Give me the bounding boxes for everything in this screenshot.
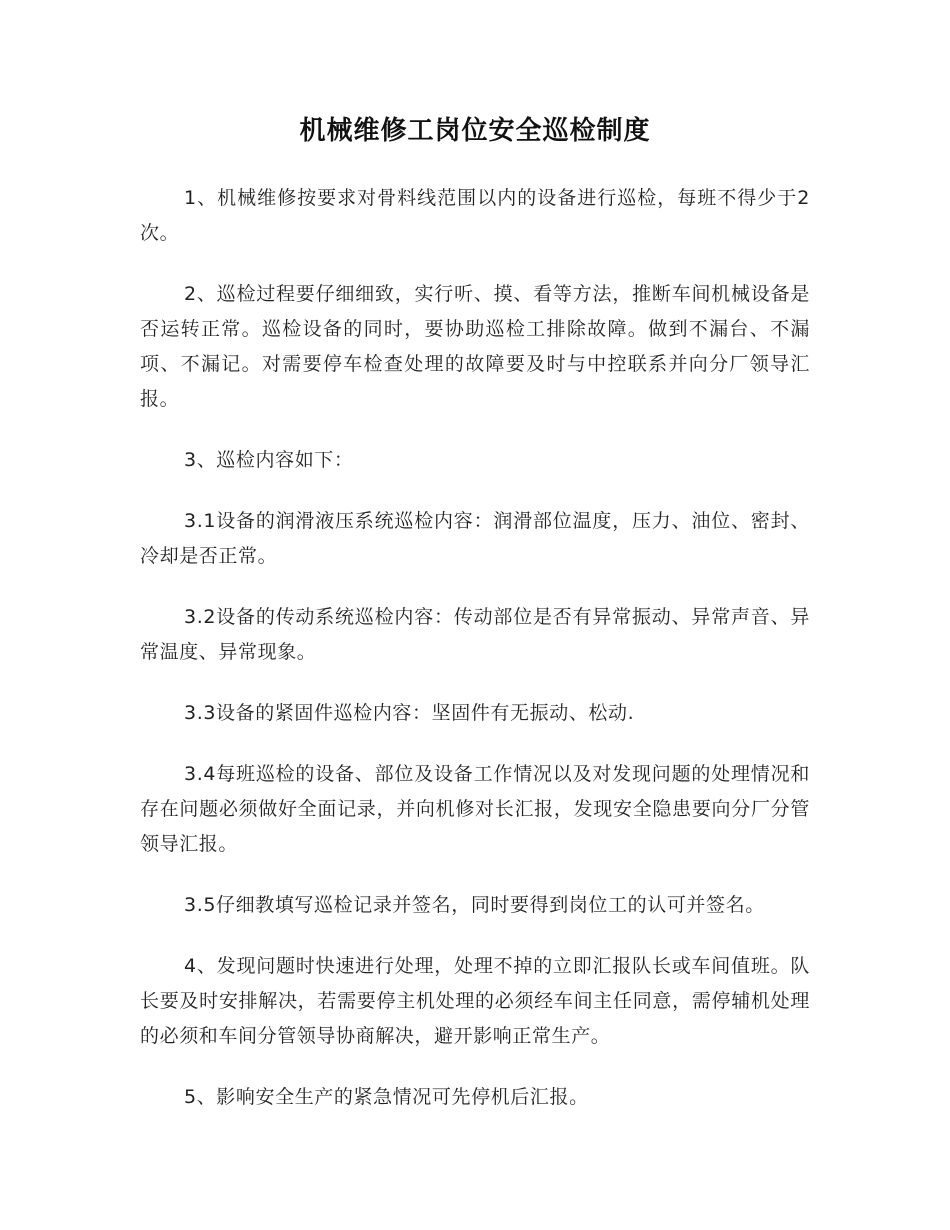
paragraph-3-4: 3.4每班巡检的设备、部位及设备工作情况以及对发现问题的处理情况和存在问题必须做好全面记录，并向机修对长汇报，发现安全隐患要向分厂分管领导汇报。 — [140, 763, 810, 855]
paragraph-3-5: 3.5仔细教填写巡检记录并签名，同时要得到岗位工的认可并签名。 — [184, 894, 765, 916]
paragraph-3: 3、巡检内容如下： — [184, 449, 354, 471]
paragraph-3-3: 3.3设备的紧固件巡检内容：坚固件有无振动、松动. — [184, 702, 635, 724]
paragraph-1: 1、机械维修按要求对骨料线范围以内的设备进行巡检，每班不得少于2次。 — [140, 187, 810, 244]
paragraph-4: 4、发现问题时快速进行处理，处理不掉的立即汇报队长或车间值班。队长要及时安排解决，若需要停主机处理的必须经车间主任同意，需停辅机处理的必须和车间分管领导协商解决，避开影响正常生产。 — [140, 955, 810, 1047]
paragraph-3-1: 3.1设备的润滑液压系统巡检内容：润滑部位温度，压力、油位、密封、冷却是否正常。 — [140, 510, 810, 567]
paragraph-3-2: 3.2设备的传动系统巡检内容：传动部位是否有异常振动、异常声音、异常温度、异常现象。 — [140, 606, 810, 663]
paragraph-5: 5、影响安全生产的紧急情况可先停机后汇报。 — [184, 1086, 589, 1108]
document-page — [140, 112, 810, 1141]
page-title: 机械维修工岗位安全巡检制度 — [299, 116, 651, 146]
paragraph-2: 2、巡检过程要仔细细致，实行听、摸、看等方法，推断车间机械设备是否运转正常。巡检设备的同时，要协助巡检工排除故障。做到不漏台、不漏项、不漏记。对需要停车检查处理的故障要及时与中控联系并向分厂领导汇报。 — [140, 283, 810, 410]
